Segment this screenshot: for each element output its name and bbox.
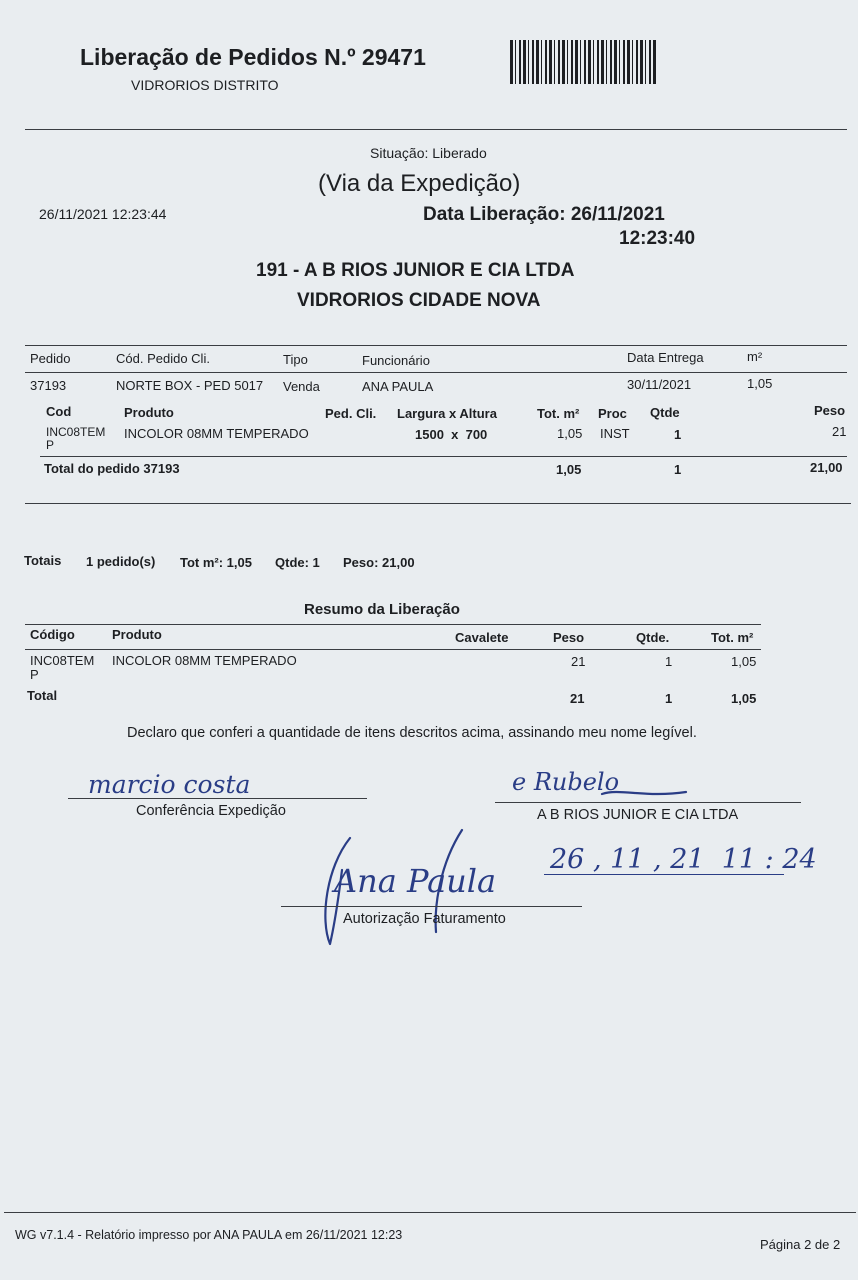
order-total-peso: 21,00 xyxy=(810,460,843,475)
item-header-ped-cli: Ped. Cli. xyxy=(325,406,377,421)
footer-page-number: Página 2 de 2 xyxy=(760,1237,841,1252)
summary-header-cavalete: Cavalete xyxy=(455,630,509,645)
order-total-label: Total do pedido 37193 xyxy=(44,461,180,476)
barcode xyxy=(510,40,656,84)
item-header-tot-m2: Tot. m² xyxy=(537,406,580,421)
order-m2: 1,05 xyxy=(747,376,773,391)
summary-total-label: Total xyxy=(27,688,58,703)
footer-divider xyxy=(4,1212,856,1213)
totals-qtde: Qtde: 1 xyxy=(275,555,320,570)
item-proc: INST xyxy=(600,426,630,441)
divider xyxy=(40,456,847,457)
signature-label-autorizacao: Autorização Faturamento xyxy=(343,911,506,927)
summary-tot-m2: 1,05 xyxy=(731,654,757,669)
divider xyxy=(25,372,847,373)
order-type: Venda xyxy=(283,379,320,394)
order-employee: ANA PAULA xyxy=(362,379,434,394)
item-header-cod: Cod xyxy=(46,404,72,419)
divider xyxy=(25,503,851,504)
handwritten-underline xyxy=(544,874,784,875)
item-code-line2: P xyxy=(46,438,55,452)
client-store: VIDRORIOS CIDADE NOVA xyxy=(297,290,541,311)
summary-total-qtde: 1 xyxy=(665,691,673,706)
divider xyxy=(25,345,847,346)
signature-line-autorizacao xyxy=(281,906,582,907)
signature-client-flourish xyxy=(600,786,690,800)
totals-weight: Peso: 21,00 xyxy=(343,555,415,570)
order-delivery-date: 30/11/2021 xyxy=(627,377,692,392)
item-header-qtde: Qtde xyxy=(650,405,680,420)
item-code-line1: INC08TEM xyxy=(46,425,106,439)
signature-client-handwriting: e Rubelo xyxy=(512,768,620,796)
signature-conferencia-handwriting: marcio costa xyxy=(88,770,251,799)
signature-autorizacao-handwriting: Ana Paula xyxy=(334,862,497,900)
release-time: 12:23:40 xyxy=(619,228,696,249)
summary-product: INCOLOR 08MM TEMPERADO xyxy=(112,653,297,668)
item-product: INCOLOR 08MM TEMPERADO xyxy=(124,426,309,441)
summary-total-tot-m2: 1,05 xyxy=(731,691,757,706)
divider xyxy=(25,129,847,130)
col-header-cod-pedido-cli: Cód. Pedido Cli. xyxy=(116,351,210,366)
order-client-code: NORTE BOX - PED 5017 xyxy=(116,378,264,393)
summary-total-peso: 21 xyxy=(570,691,585,706)
col-header-pedido: Pedido xyxy=(30,351,71,366)
totals-orders: 1 pedido(s) xyxy=(86,554,156,569)
summary-peso: 21 xyxy=(571,654,586,669)
summary-header-produto: Produto xyxy=(112,627,162,642)
release-date: Data Liberação: 26/11/2021 xyxy=(423,204,665,225)
item-header-largura-altura: Largura x Altura xyxy=(397,406,497,421)
declaration-text: Declaro que conferi a quantidade de itens descritos acima, assinando meu nome legível. xyxy=(127,725,697,741)
signature-label-conferencia: Conferência Expedição xyxy=(136,803,286,819)
summary-title: Resumo da Liberação xyxy=(304,601,460,618)
print-datetime: 26/11/2021 12:23:44 xyxy=(39,206,167,222)
item-peso: 21 xyxy=(832,424,847,439)
col-header-m2: m² xyxy=(747,349,763,364)
item-qtde: 1 xyxy=(674,427,682,442)
item-dimensions: 1500 x 700 xyxy=(415,427,488,442)
signature-line-conferencia xyxy=(68,798,367,799)
summary-code-line1: INC08TEM xyxy=(30,653,95,668)
client-name: 191 - A B RIOS JUNIOR E CIA LTDA xyxy=(256,260,575,281)
totals-label: Totais xyxy=(24,553,62,568)
item-tot-m2: 1,05 xyxy=(557,426,583,441)
copy-label: (Via da Expedição) xyxy=(318,170,521,197)
summary-header-codigo: Código xyxy=(30,627,75,642)
divider xyxy=(25,649,761,650)
divider xyxy=(25,624,761,625)
summary-qtde: 1 xyxy=(665,654,673,669)
item-header-proc: Proc xyxy=(598,406,627,421)
document-title: Liberação de Pedidos N.º 29471 xyxy=(80,44,426,70)
summary-code-line2: P xyxy=(30,667,39,682)
handwritten-datetime: 26 , 11 , 21 11 : 24 xyxy=(550,844,817,875)
summary-header-qtde: Qtde. xyxy=(636,630,670,645)
summary-header-tot-m2: Tot. m² xyxy=(711,630,754,645)
company-name: VIDRORIOS DISTRITO xyxy=(131,77,279,93)
col-header-tipo: Tipo xyxy=(283,352,308,367)
signature-line-client xyxy=(495,802,801,803)
item-header-peso: Peso xyxy=(814,403,846,418)
order-total-m2: 1,05 xyxy=(556,462,582,477)
order-number: 37193 xyxy=(30,378,67,393)
signature-label-client: A B RIOS JUNIOR E CIA LTDA xyxy=(537,807,739,823)
item-header-produto: Produto xyxy=(124,405,174,420)
status-text: Situação: Liberado xyxy=(370,145,487,161)
summary-header-peso: Peso xyxy=(553,630,585,645)
col-header-funcionario: Funcionário xyxy=(362,353,430,368)
col-header-data-entrega: Data Entrega xyxy=(627,350,704,365)
order-total-qtde: 1 xyxy=(674,462,682,477)
footer-printed-by: WG v7.1.4 - Relatório impresso por ANA PAULA em 26/11/2021 12:23 xyxy=(15,1228,403,1242)
totals-m2: Tot m²: 1,05 xyxy=(180,555,252,570)
